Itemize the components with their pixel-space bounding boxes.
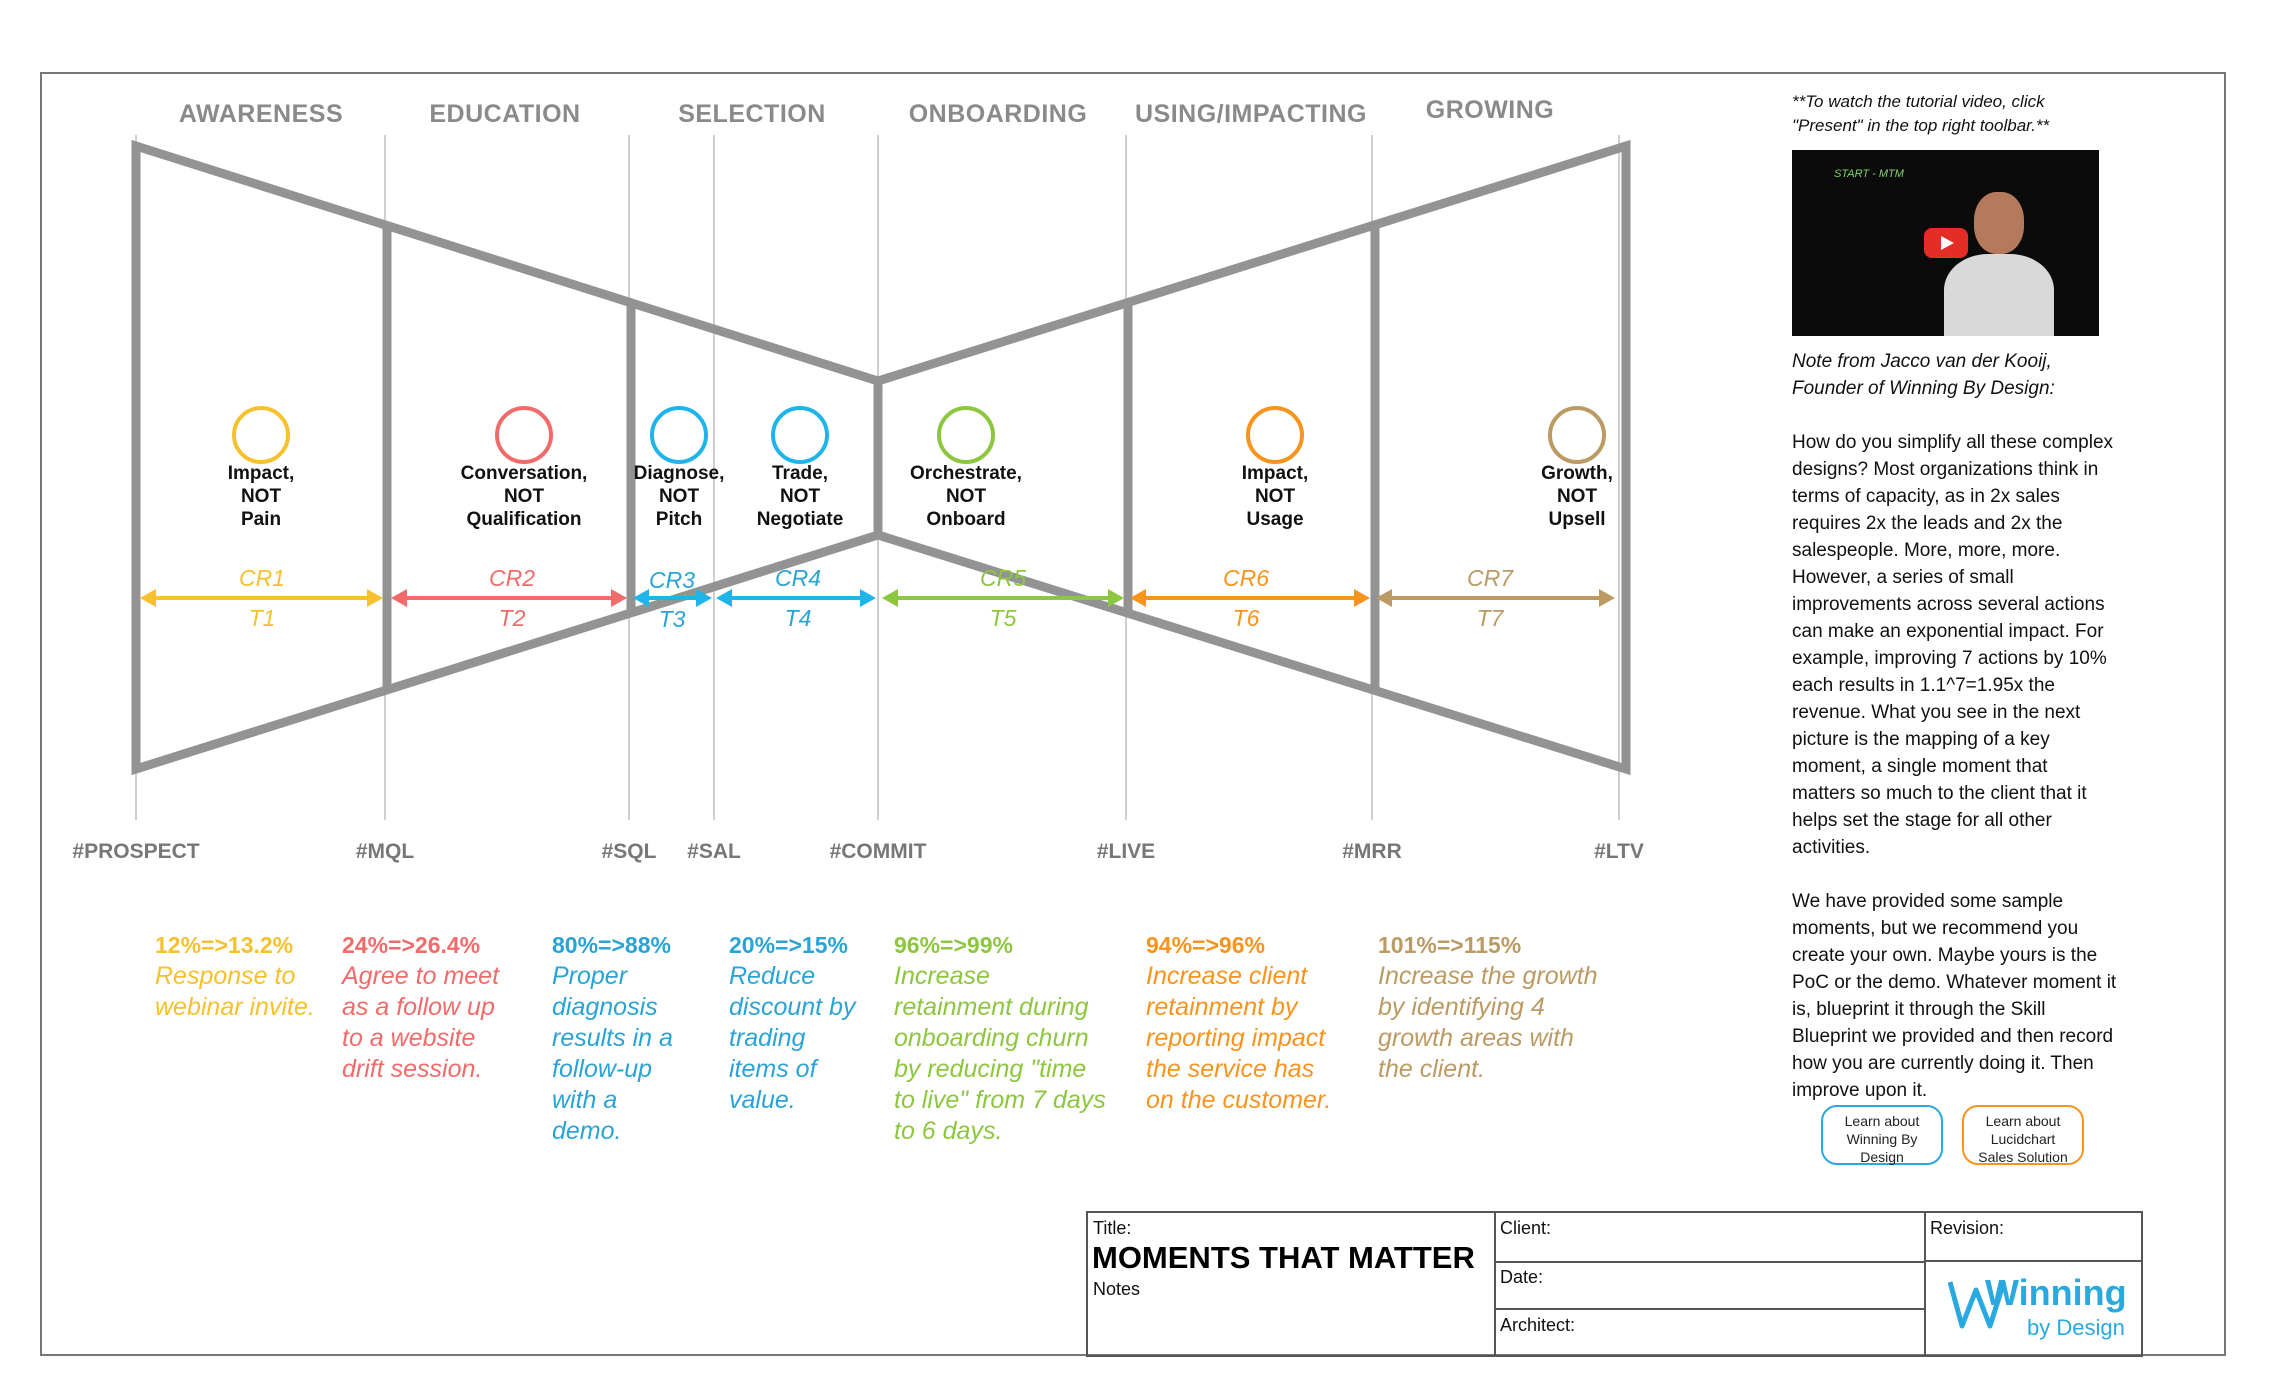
moment-circle-diagnose <box>650 406 708 464</box>
video-title: START - MTM <box>1834 168 1904 180</box>
example-improvement: 80%=>88% <box>552 932 671 958</box>
milestone-mql: #MQL <box>355 840 415 863</box>
presenter-figure <box>1944 254 2054 336</box>
sidebar-notes <box>1792 90 2142 1131</box>
conversion-rate-label-cr7: CR7 <box>1466 565 1513 591</box>
notes-label: Notes <box>1093 1279 1141 1299</box>
example-using-impacting <box>1146 930 1386 1116</box>
example-improvement: 24%=>26.4% <box>342 932 481 958</box>
milestone-live: #LIVE <box>1096 840 1156 863</box>
tutorial-video-thumbnail[interactable] <box>1792 150 2099 336</box>
milestone-commit: #COMMIT <box>829 840 927 863</box>
learn-winning-by-design-button[interactable]: Learn about Winning By Design <box>1821 1105 1943 1165</box>
play-icon[interactable] <box>1924 228 1968 258</box>
conversion-rate-label-cr2: CR2 <box>488 565 535 591</box>
conversion-rate-label-cr6: CR6 <box>1222 565 1269 591</box>
example-description: Increase the growth by identifying 4 growth areas with the client. <box>1378 962 1598 1083</box>
learn-lucidchart-button[interactable]: Learn about Lucidchart Sales Solution <box>1962 1105 2084 1165</box>
milestone-prospect: #PROSPECT <box>72 840 200 863</box>
example-improvement: 96%=>99% <box>894 932 1013 958</box>
example-improvement: 101%=>115% <box>1378 932 1522 958</box>
explanation-text <box>1792 429 2142 1104</box>
example-improvement: 12%=>13.2% <box>155 932 294 958</box>
paragraph-2: We have provided some sample moments, but we recommend you create your own. Maybe yours is the PoC or the demo. Whatever moment it is, blueprint it through the Skill Blueprint we provided and then record how you are currently doing it. Then improve upon it. <box>1792 891 2117 1101</box>
example-description: Increase retainment during onboarding churn by reducing "time to live" from 7 days to 6 days. <box>894 962 1106 1145</box>
time-label-t1: T1 <box>248 605 276 631</box>
conversion-rate-label-cr1: CR1 <box>238 565 285 591</box>
presenter-head <box>1974 192 2024 254</box>
milestone-sal: #SAL <box>687 840 741 863</box>
example-description: Reduce discount by trading items of value. <box>729 962 856 1114</box>
stage-header-using-impacting: USING/IMPACTING <box>1134 100 1368 128</box>
milestone-sql: #SQL <box>601 840 657 863</box>
moment-label-trade: Trade, NOT Negotiate <box>756 463 844 530</box>
bowtie-right-outline <box>878 146 1626 769</box>
conversion-rate-label-cr3: CR3 <box>648 567 695 593</box>
example-description: Increase client retainment by reporting impact the service has on the customer. <box>1146 962 1332 1114</box>
time-label-t4: T4 <box>784 605 812 631</box>
moment-label-impact: Impact, NOT Pain <box>227 463 295 530</box>
example-improvement: 94%=>96% <box>1146 932 1265 958</box>
client-label: Client: <box>1500 1218 1552 1238</box>
architect-label: Architect: <box>1500 1315 1576 1335</box>
example-improvement: 20%=>15% <box>729 932 848 958</box>
moment-circle-trade <box>771 406 829 464</box>
moment-label-conversation: Conversation, NOT Qualification <box>460 463 588 530</box>
logo-wordmark: Winning <box>1985 1272 2127 1313</box>
moment-label-orchestrate: Orchestrate, NOT Onboard <box>910 463 1022 530</box>
time-label-t7: T7 <box>1476 605 1504 631</box>
example-description: Response to webinar invite. <box>155 962 315 1021</box>
logo-tagline: by Design <box>2027 1315 2125 1340</box>
moment-circle-conversation <box>495 406 553 464</box>
moment-label-growth: Growth, NOT Upsell <box>1541 463 1613 530</box>
milestone-mrr: #MRR <box>1342 840 1402 863</box>
conversion-rate-label-cr4: CR4 <box>774 565 821 591</box>
diagram-title: MOMENTS THAT MATTER <box>1092 1240 1475 1275</box>
stage-header-growing: GROWING <box>1425 96 1555 124</box>
time-label-t3: T3 <box>658 606 686 632</box>
conversion-rate-label-cr5: CR5 <box>979 565 1026 591</box>
author-note: Note from Jacco van der Kooij, Founder of Winning By Design: <box>1792 351 2055 399</box>
moment-circle-impact <box>232 406 290 464</box>
title-label: Title: <box>1093 1218 1132 1238</box>
stage-header-awareness: AWARENESS <box>178 100 344 128</box>
stage-header-education: EDUCATION <box>429 100 581 128</box>
paragraph-1: How do you simplify all these complex designs? Most organizations think in terms of capacity, as in 2x sales requires 2x the leads and 2x the salespeople. More, more, more. However, a series of small improvements across several actions can make an exponential impact. For example, improving 7 actions by 10% each results in 1.1^7=1.95x the revenue. What you see in the next picture is the mapping of a key moment, a single moment that matters so much to the client that it helps set the stage for all other activities. <box>1792 432 2114 858</box>
moment-circle-impact-usage <box>1246 406 1304 464</box>
moment-circle-growth <box>1548 406 1606 464</box>
example-description: Agree to meet as a follow up to a website drift session. <box>342 962 500 1083</box>
example-onboarding <box>894 930 1144 1147</box>
time-label-t2: T2 <box>498 605 526 631</box>
moment-circle-orchestrate <box>937 406 995 464</box>
milestone-ltv: #LTV <box>1594 840 1644 863</box>
example-description: Proper diagnosis results in a follow-up with a demo. <box>552 962 673 1145</box>
date-label: Date: <box>1500 1267 1544 1287</box>
example-growing <box>1378 930 1638 1085</box>
time-label-t5: T5 <box>989 605 1017 631</box>
tutorial-instruction: **To watch the tutorial video, click "Present" in the top right toolbar.** <box>1792 92 2050 135</box>
stage-header-onboarding: ONBOARDING <box>908 100 1088 128</box>
stage-header-selection: SELECTION <box>678 100 826 128</box>
moment-label-diagnose: Diagnose, NOT Pitch <box>633 463 725 530</box>
time-label-t6: T6 <box>1232 605 1260 631</box>
example-education <box>342 930 572 1085</box>
revision-label: Revision: <box>1930 1218 2005 1238</box>
moment-label-impact-usage: Impact, NOT Usage <box>1241 463 1309 530</box>
